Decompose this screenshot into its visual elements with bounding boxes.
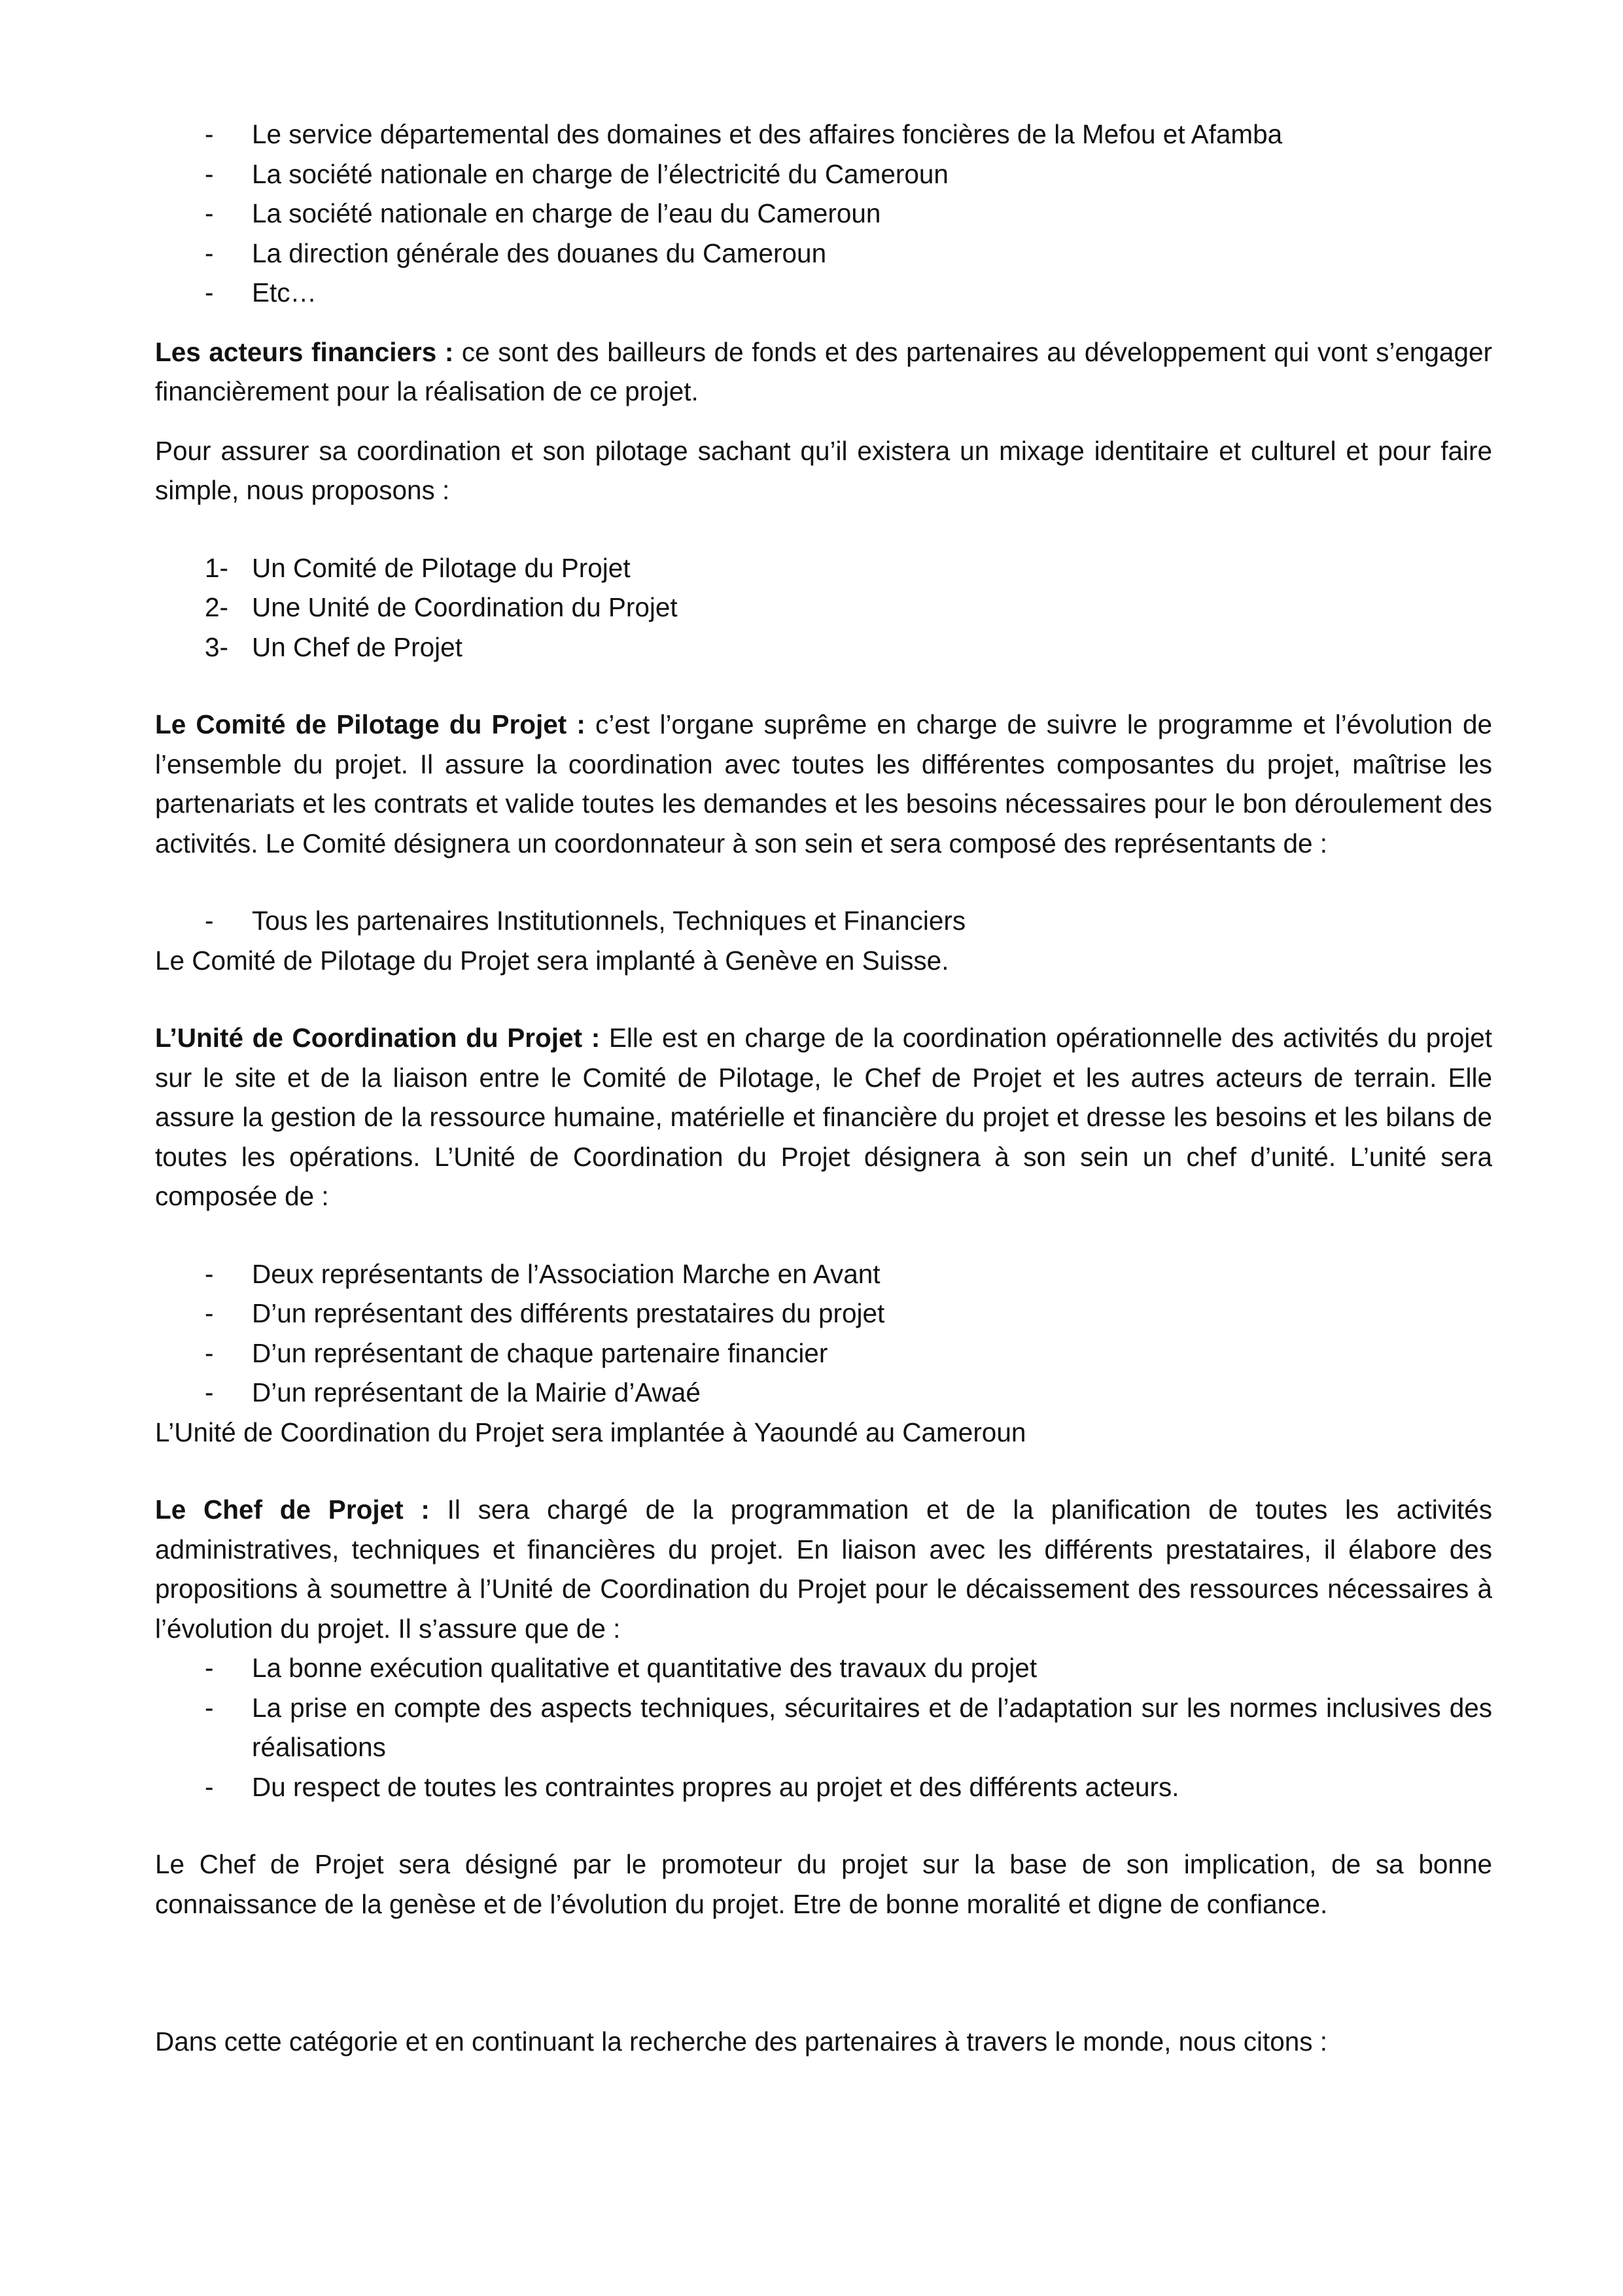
list-item: - La bonne exécution qualitative et quantitative des travaux du projet bbox=[155, 1648, 1492, 1688]
list-number: 2- bbox=[205, 592, 229, 622]
list-item: - D’un représentant de la Mairie d’Awaé bbox=[155, 1373, 1492, 1413]
bullet-marker: - bbox=[205, 1692, 214, 1723]
list-number: 3- bbox=[205, 631, 229, 662]
institutional-partners-list bbox=[155, 115, 1492, 313]
coordination-unit-label: L’Unité de Coordination du Projet : bbox=[155, 1023, 601, 1053]
project-manager-duties bbox=[155, 1648, 1492, 1807]
steering-committee-members bbox=[155, 901, 1492, 941]
bullet-marker: - bbox=[205, 1337, 214, 1368]
financial-actors-label: Les acteurs financiers : bbox=[155, 336, 454, 367]
governance-bodies-list bbox=[155, 548, 1492, 667]
financial-actors-paragraph: Les acteurs financiers : ce sont des bailleurs de fonds et des partenaires au développement qui vont s’engager financièrement pour la réalisation de ce projet. bbox=[155, 336, 1492, 406]
project-manager-label: Le Chef de Projet : bbox=[155, 1494, 430, 1525]
list-item: - La direction générale des douanes du Cameroun bbox=[155, 234, 1492, 274]
list-item: - La prise en compte des aspects techniques, sécuritaires et de l’adaptation sur les normes inclusives des réalisations bbox=[155, 1688, 1492, 1767]
bullet-marker: - bbox=[205, 1298, 214, 1328]
list-number: 1- bbox=[205, 552, 229, 583]
list-item: - Tous les partenaires Institutionnels, Techniques et Financiers bbox=[155, 901, 1492, 941]
list-item: - D’un représentant des différents prestataires du projet bbox=[155, 1294, 1492, 1333]
coordination-unit-location: L’Unité de Coordination du Projet sera implantée à Yaoundé au Cameroun bbox=[155, 1417, 1026, 1447]
bullet-marker: - bbox=[205, 198, 214, 228]
closing-paragraph: Dans cette catégorie et en continuant la recherche des partenaires à travers le monde, nous citons : bbox=[155, 2026, 1328, 2057]
bullet-marker: - bbox=[205, 1653, 214, 1683]
list-item: - La société nationale en charge de l’eau du Cameroun bbox=[155, 194, 1492, 234]
list-item: - La société nationale en charge de l’électricité du Cameroun bbox=[155, 154, 1492, 194]
steering-committee-paragraph: Le Comité de Pilotage du Projet : c’est l’organe suprême en charge de suivre le programme et l’évolution de l’ensemble du projet. Il assure la coordination avec toutes les différentes composantes du projet, maîtrise les partenariats et les contrats et valide toutes les demandes et les besoins nécessaires pour le bon déroulement des activités. Le Comité désignera un coordonnateur à son sein et sera composé des représentants de : bbox=[155, 709, 1492, 858]
steering-committee-label: Le Comité de Pilotage du Projet : bbox=[155, 709, 585, 739]
list-item: - Etc… bbox=[155, 273, 1492, 313]
bullet-marker: - bbox=[205, 906, 214, 936]
steering-committee-location: Le Comité de Pilotage du Projet sera implanté à Genève en Suisse. bbox=[155, 945, 949, 976]
coordination-intro: Pour assurer sa coordination et son pilotage sachant qu’il existera un mixage identitaire et culturel et pour faire simple, nous proposons : bbox=[155, 435, 1492, 505]
bullet-marker: - bbox=[205, 1258, 214, 1289]
list-item: - Deux représentants de l’Association Marche en Avant bbox=[155, 1254, 1492, 1294]
bullet-marker: - bbox=[205, 119, 214, 149]
list-item: - D’un représentant de chaque partenaire financier bbox=[155, 1333, 1492, 1373]
bullet-marker: - bbox=[205, 277, 214, 308]
bullet-marker: - bbox=[205, 1377, 214, 1407]
coordination-unit-members bbox=[155, 1254, 1492, 1413]
project-manager-paragraph: Le Chef de Projet : Il sera chargé de la programmation et de la planification de toutes les activités administratives, techniques et financières du projet. En liaison avec les différents prestataires, il élabore des propositions à soumettre à l’Unité de Coordination du Projet pour le décaissement des ressources nécessaires à l’évolution du projet. Il s’assure que de : bbox=[155, 1494, 1492, 1644]
list-item: 3- Un Chef de Projet bbox=[155, 627, 1492, 667]
coordination-unit-paragraph: L’Unité de Coordination du Projet : Elle est en charge de la coordination opérationnelle des activités du projet sur le site et de la liaison entre le Comité de Pilotage, le Chef de Projet et les autres acteurs de terrain. Elle assure la gestion de la ressource humaine, matérielle et financière du projet et dresse les besoins et les bilans de toutes les opérations. L’Unité de Coordination du Projet désignera à son sein un chef d’unité. L’unité sera composée de : bbox=[155, 1023, 1492, 1211]
project-manager-designation: Le Chef de Projet sera désigné par le promoteur du projet sur la base de son implication, de sa bonne connaissance de la genèse et de l’évolution du projet. Etre de bonne moralité et digne de confiance. bbox=[155, 1849, 1492, 1919]
bullet-marker: - bbox=[205, 158, 214, 189]
list-item: - Le service départemental des domaines et des affaires foncières de la Mefou et Afamba bbox=[155, 115, 1492, 154]
bullet-marker: - bbox=[205, 238, 214, 268]
list-item: 2- Une Unité de Coordination du Projet bbox=[155, 588, 1492, 627]
list-item: 1- Un Comité de Pilotage du Projet bbox=[155, 548, 1492, 588]
list-item: - Du respect de toutes les contraintes propres au projet et des différents acteurs. bbox=[155, 1767, 1492, 1807]
bullet-marker: - bbox=[205, 1771, 214, 1802]
